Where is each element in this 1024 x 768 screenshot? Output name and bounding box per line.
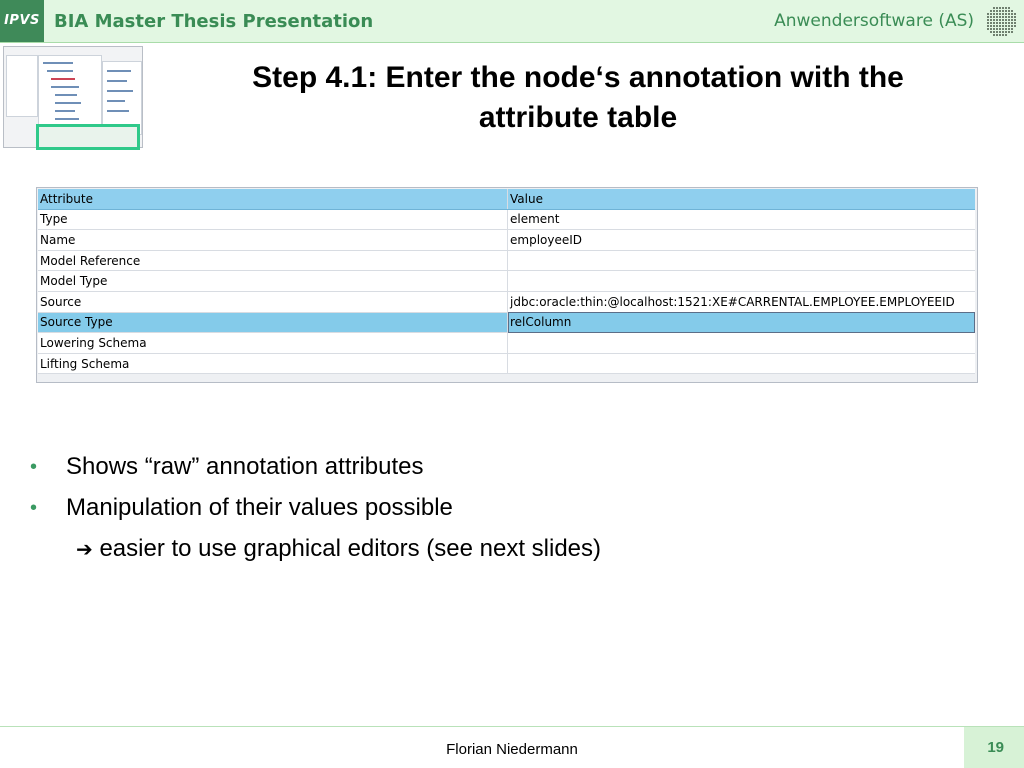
bullet-dot-icon: • <box>30 497 38 519</box>
bullet-list <box>28 452 601 564</box>
value-cell[interactable] <box>508 333 976 354</box>
footer-author: Florian Niedermann <box>446 741 578 758</box>
column-header-value[interactable]: Value <box>508 189 976 209</box>
attribute-cell[interactable]: Model Reference <box>38 250 508 271</box>
presentation-title: BIA Master Thesis Presentation <box>54 11 374 32</box>
ipvs-logo: IPVS <box>0 0 44 42</box>
attribute-cell[interactable]: Type <box>38 209 508 230</box>
slide-title <box>160 58 996 138</box>
value-cell[interactable]: employeeID <box>508 230 976 251</box>
footer-divider <box>0 726 1024 727</box>
column-header-attribute[interactable]: Attribute <box>38 189 508 209</box>
table-row[interactable] <box>38 353 975 374</box>
bullet-item <box>28 452 601 493</box>
attribute-cell[interactable]: Model Type <box>38 271 508 292</box>
slide-title-line1: Step 4.1: Enter the node‘s annotation with the <box>252 61 904 94</box>
table-row[interactable] <box>38 271 975 292</box>
thumbnail-tree-panel <box>38 55 102 135</box>
attribute-cell[interactable]: Name <box>38 230 508 251</box>
attribute-cell[interactable]: Source <box>38 291 508 312</box>
attribute-cell[interactable]: Lifting Schema <box>38 353 508 374</box>
slide-header <box>0 0 1024 43</box>
slide-title-line2: attribute table <box>478 101 678 134</box>
bullet-text: Shows “raw” annotation attributes <box>66 453 424 480</box>
attribute-cell[interactable]: Source Type <box>38 312 508 333</box>
bullet-dot-icon: • <box>30 456 38 478</box>
right-arrow-icon: ➔ <box>76 537 93 561</box>
thumbnail-side-panel <box>6 55 38 117</box>
bullet-text: Manipulation of their values possible <box>66 494 453 521</box>
attribute-cell[interactable]: Lowering Schema <box>38 333 508 354</box>
sub-bullet-text: easier to use graphical editors (see next slides) <box>99 535 602 562</box>
value-cell[interactable] <box>508 353 976 374</box>
sub-bullet <box>28 534 601 564</box>
table-row[interactable] <box>38 333 975 354</box>
table-row[interactable] <box>38 230 975 251</box>
table-row-selected[interactable] <box>38 312 975 333</box>
bullet-item <box>28 493 601 534</box>
value-cell[interactable] <box>508 271 976 292</box>
department-label: Anwendersoftware (AS) <box>774 11 974 31</box>
value-cell[interactable] <box>508 250 976 271</box>
table-row[interactable] <box>38 209 975 230</box>
attribute-table <box>36 187 978 383</box>
value-cell[interactable]: element <box>508 209 976 230</box>
table-header-row <box>38 189 975 209</box>
page-number: 19 <box>987 739 1004 756</box>
table-row[interactable] <box>38 291 975 312</box>
university-dots-logo-icon <box>983 3 1019 39</box>
value-cell-editor[interactable]: relColumn <box>508 312 976 333</box>
thumbnail-highlight-box <box>36 124 140 150</box>
value-cell[interactable]: jdbc:oracle:thin:@localhost:1521:XE#CARRENTAL.EMPLOYEE.EMPLOYEEID <box>508 291 976 312</box>
table-row[interactable] <box>38 250 975 271</box>
